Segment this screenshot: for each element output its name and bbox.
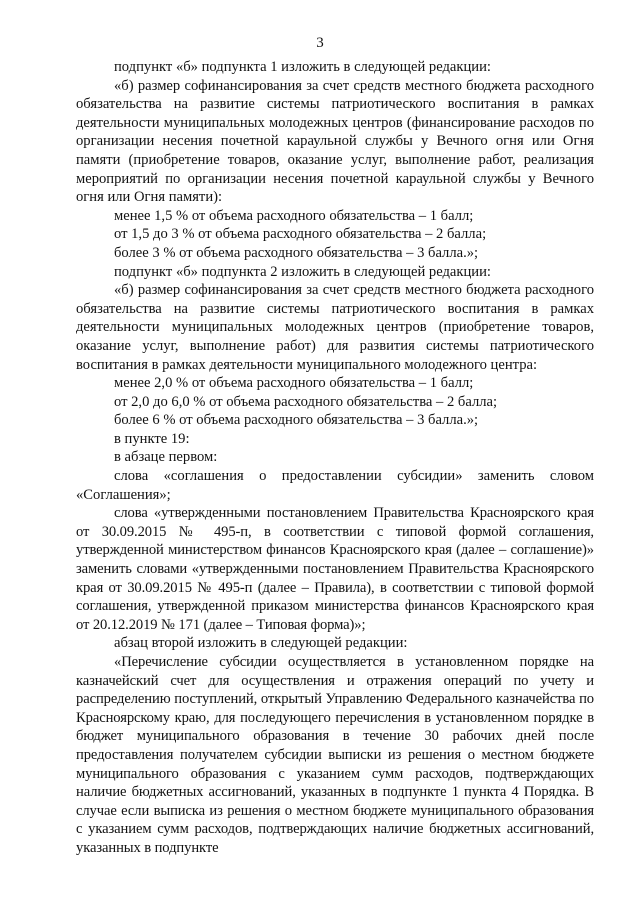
- paragraph-score-2-to-6: от 2,0 до 6,0 % от объема расходного обязательства – 2 балла;: [114, 393, 498, 410]
- paragraph-amend-subpoint-b-2: подпункт «б» подпункта 2 изложить в следующей редакции:: [114, 263, 491, 280]
- paragraph-score-less-2: менее 2,0 % от объема расходного обязательства – 1 балл;: [114, 375, 474, 392]
- paragraph-replace-agreement-word: слова «соглашения о предоставлении субсидии» заменить словом «Соглашения»;: [76, 468, 594, 503]
- paragraph-second-clause: абзац второй изложить в следующей редакции:: [114, 635, 408, 652]
- document-body: [76, 58, 594, 858]
- paragraph-point-19: в пункте 19:: [114, 430, 190, 447]
- paragraph-subsidy-transfer: «Перечисление субсидии осуществляется в установленном порядке на казначейский счет для осуществления и отражения операций по учету и распределению поступлений, открытый Управлению Федерального казначейства по Красноярскому краю, для последующего перечисления в установленном порядке в бюджет муниципального образования в течение 30 рабочих дней после предоставления получателем субсидии выписки из решения о местном бюджете муниципального образования с указанием сумм расходов, подтверждающих наличие бюджетных ассигнований, указанных в подпункте 1 пункта 4 Порядка. В случае если выписка из решения о местном бюджете муниципального образования с указанием сумм расходов, подтверждающих наличие бюджетных ассигнований, указанных в подпункте: [76, 654, 594, 856]
- paragraph-score-less-1-5: менее 1,5 % от объема расходного обязательства – 1 балл;: [114, 207, 474, 224]
- paragraph-score-1-5-to-3: от 1,5 до 3 % от объема расходного обязательства – 2 балла;: [114, 226, 487, 243]
- paragraph-score-more-3: более 3 % от объема расходного обязательства – 3 балла.»;: [114, 244, 479, 261]
- paragraph-cofinancing-youth-center: «б) размер софинансирования за счет средств местного бюджета расходного обязательства на развитие системы патриотического воспитания в рамках деятельности муниципальных молодежных центров (приобретение товаров, оказание услуг, выполнение работ) для развития системы патриотического воспитания в рамках деятельности муниципального молодежного центра:: [76, 282, 594, 373]
- page-number: 3: [316, 35, 324, 51]
- paragraph-score-more-6: более 6 % от объема расходного обязательства – 3 балла.»;: [114, 412, 479, 429]
- paragraph-replace-resolution-words: слова «утвержденными постановлением Правительства Красноярского края от 30.09.2015 № 495-п, в соответствии с типовой формой соглашения, утвержденной министерством финансов Красноярского края (далее – соглашение)» заменить словами «утвержденными постановлением Правительства Красноярского края от 30.09.2015 № 495-п (далее – Правила), в соответствии с типовой формой соглашения, утвержденной приказом министерства финансов Красноярского края от 20.12.2019 № 171 (далее – Типовая форма)»;: [76, 505, 594, 633]
- paragraph-amend-subpoint-b-1: подпункт «б» подпункта 1 изложить в следующей редакции:: [114, 59, 491, 75]
- paragraph-cofinancing-eternal-flame: «б) размер софинансирования за счет средств местного бюджета расходного обязательства на развитие системы патриотического воспитания в рамках деятельности муниципальных молодежных центров (финансирование расходов по организации несения почетной караульной службы у Вечного огня или Огня памяти (приобретение товаров, оказание услуг, выполнение работ, реализация мероприятий по организации несения почетной караульной службы у Вечного огня или Огня памяти):: [76, 77, 594, 206]
- paragraph-first-clause: в абзаце первом:: [114, 449, 218, 466]
